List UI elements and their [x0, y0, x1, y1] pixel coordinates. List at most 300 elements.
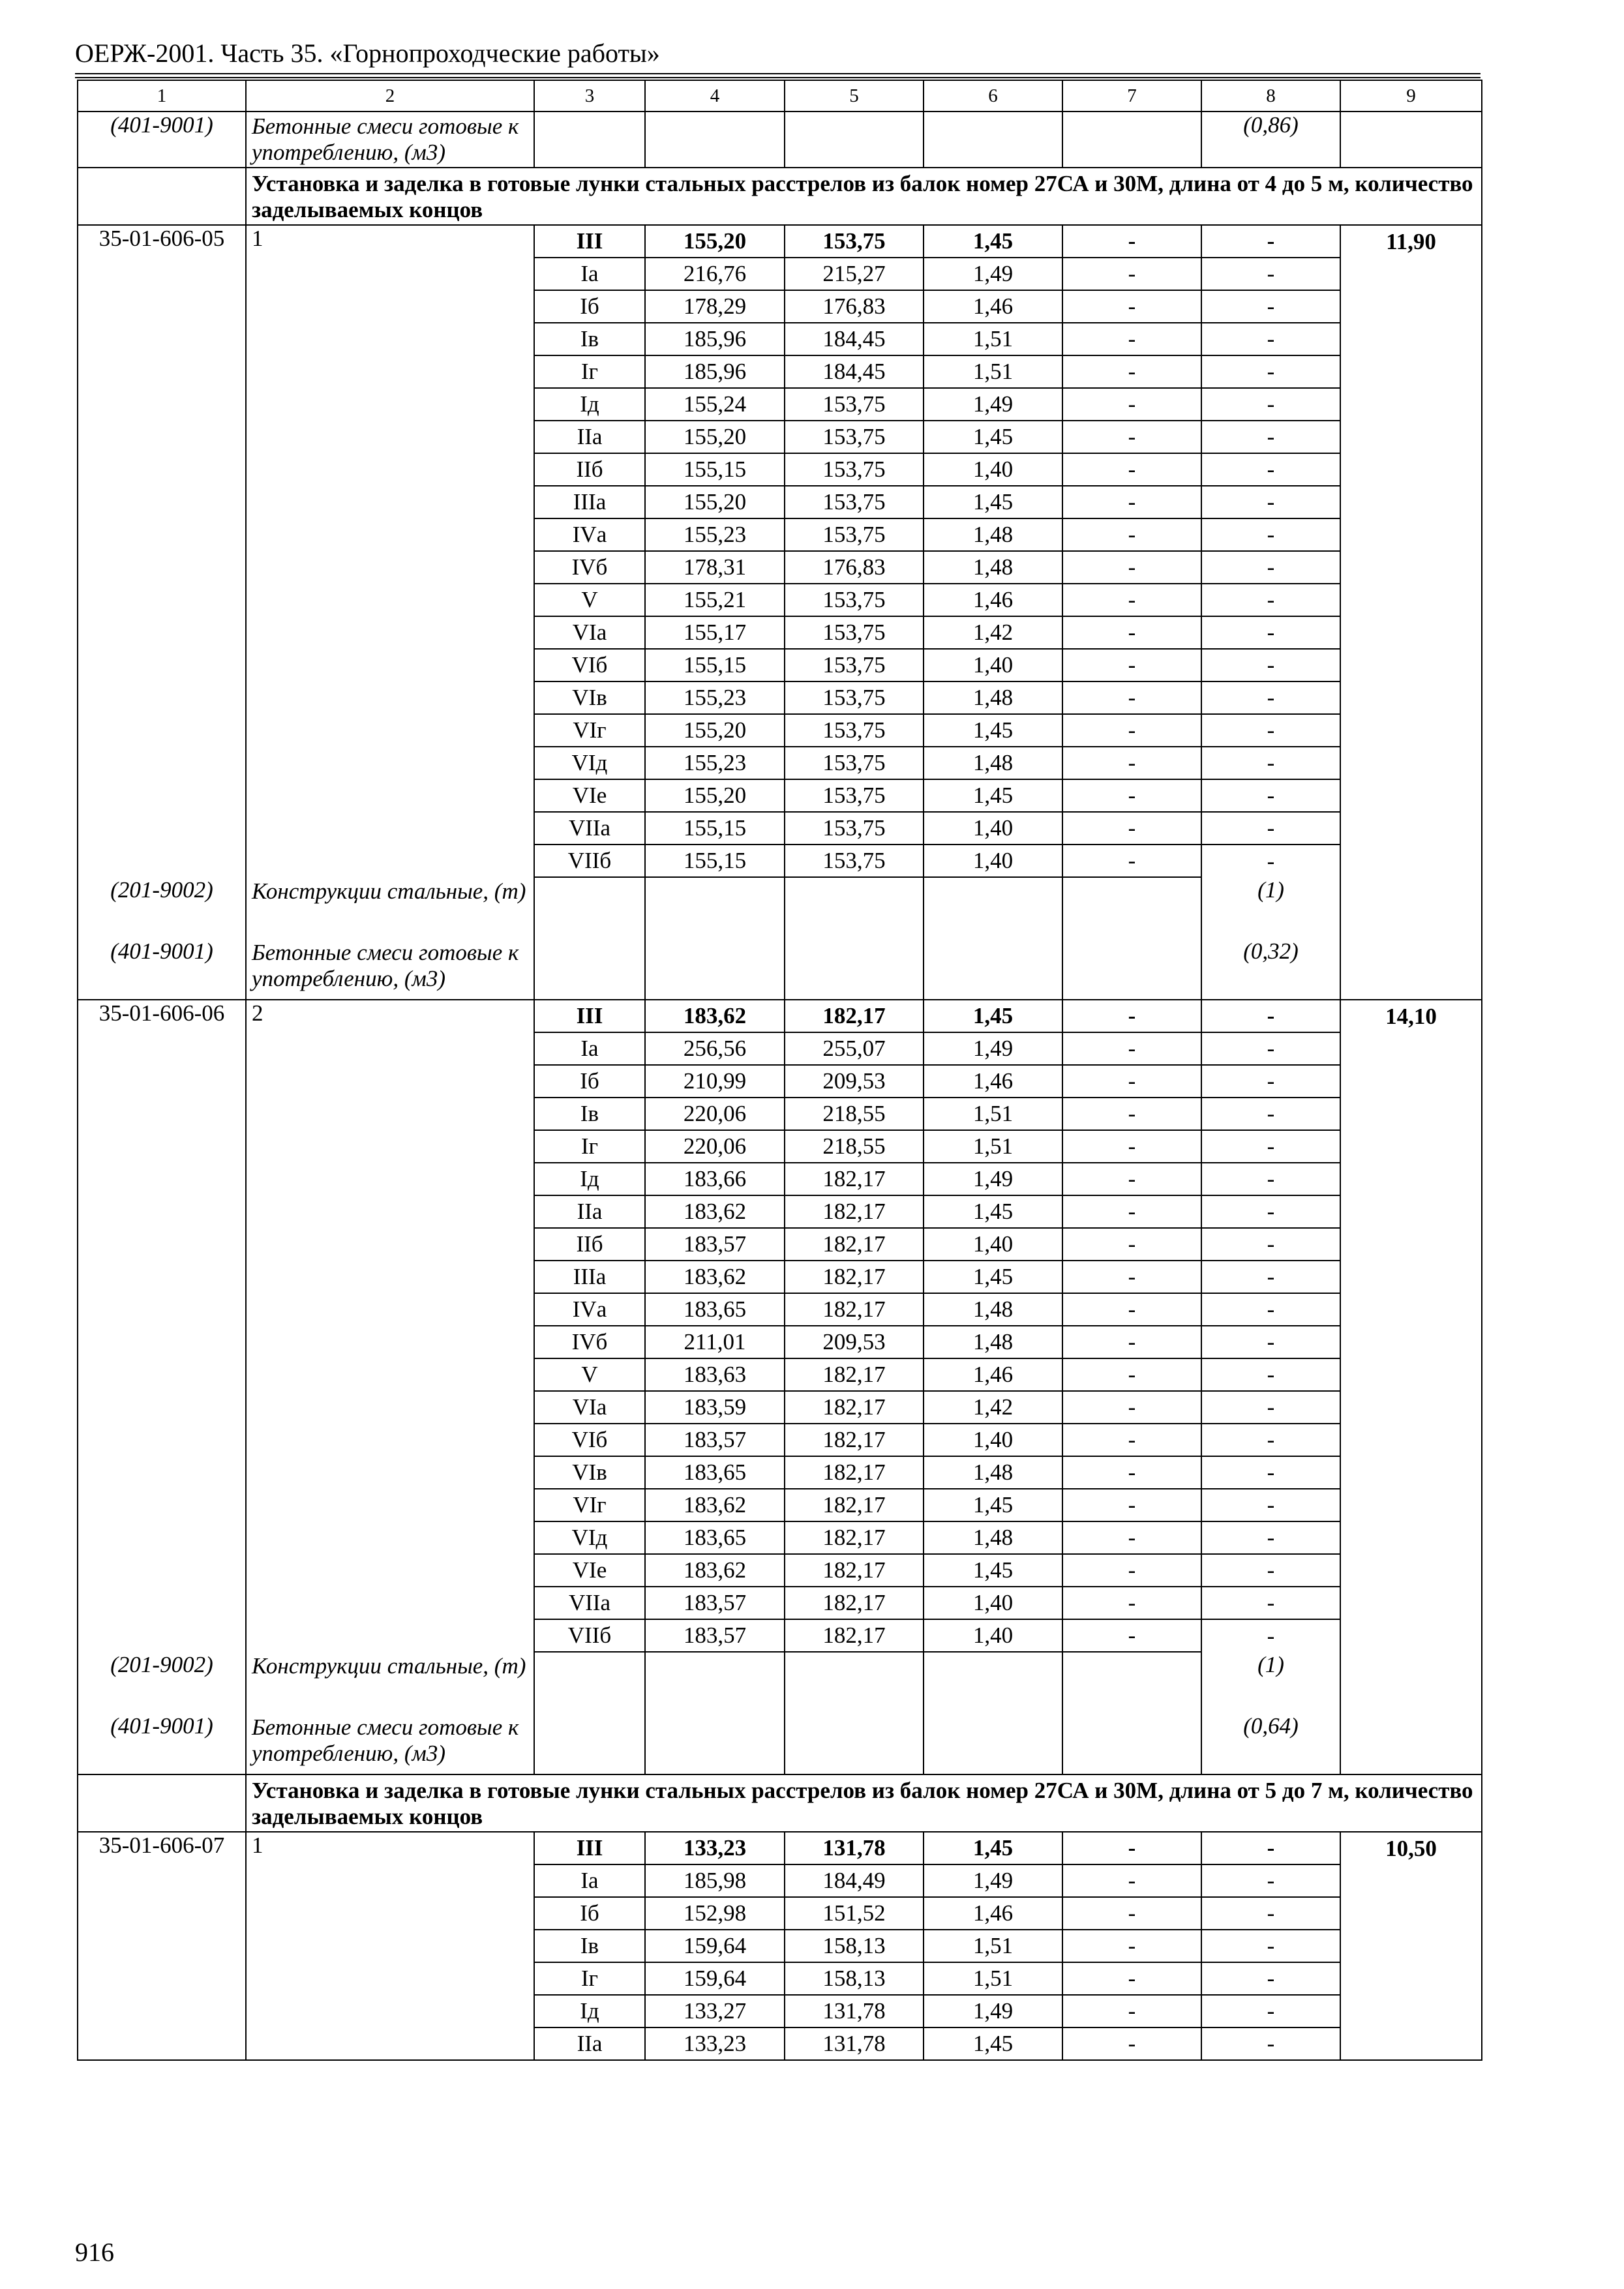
empty-cell	[246, 1489, 534, 1521]
empty-cell	[1340, 1293, 1482, 1326]
cell-col-8: -	[1201, 388, 1340, 421]
cell-col-4: 256,56	[645, 1032, 785, 1065]
cell-col-3: Iв	[534, 1930, 645, 1962]
table-row	[78, 1000, 1482, 1032]
empty-cell	[78, 323, 246, 355]
empty-cell	[645, 877, 785, 938]
cell-col-7: -	[1062, 258, 1201, 290]
empty-cell	[534, 877, 645, 938]
cell-col-5: 153,75	[785, 584, 924, 616]
cell-col-3: Iб	[534, 1897, 645, 1930]
cell-col-4: 155,23	[645, 518, 785, 551]
cell-col-8: -	[1201, 421, 1340, 453]
resource-row	[78, 877, 1482, 938]
cell-col-6: 1,49	[924, 1995, 1062, 2027]
empty-cell	[1340, 1962, 1482, 1995]
cell-col-5: 182,17	[785, 1391, 924, 1424]
empty-cell	[246, 355, 534, 388]
cell-col-5: 182,17	[785, 1293, 924, 1326]
cell-col-7: -	[1062, 1619, 1201, 1652]
empty-cell	[1340, 355, 1482, 388]
cell-col-8: -	[1201, 649, 1340, 681]
cell-col-4: 155,20	[645, 779, 785, 812]
resource-name: Конструкции стальные, (т)	[246, 877, 534, 938]
cell-col-7: -	[1062, 1098, 1201, 1130]
cell-col-5: 255,07	[785, 1032, 924, 1065]
section-caption-row	[78, 168, 1482, 225]
cell-col-5: 151,52	[785, 1897, 924, 1930]
cell-col-6: 1,51	[924, 323, 1062, 355]
cell-col-7: -	[1062, 1326, 1201, 1358]
cell-col-4: 155,15	[645, 453, 785, 486]
cell-col-3: IIа	[534, 421, 645, 453]
empty-cell	[785, 112, 924, 168]
empty-cell	[246, 1864, 534, 1897]
cell-col-8: -	[1201, 1358, 1340, 1391]
cell-col-5: 153,75	[785, 779, 924, 812]
empty-cell	[1340, 1713, 1482, 1774]
table-row	[78, 1358, 1482, 1391]
cell-col-4: 155,24	[645, 388, 785, 421]
cell-col-4: 155,20	[645, 714, 785, 747]
cell-col-4: 211,01	[645, 1326, 785, 1358]
cell-col-6: 1,51	[924, 1098, 1062, 1130]
empty-cell	[78, 1456, 246, 1489]
cell-col-5: 182,17	[785, 1195, 924, 1228]
cell-col-4: 159,64	[645, 1962, 785, 1995]
cell-col-4: 155,20	[645, 421, 785, 453]
table-row	[78, 714, 1482, 747]
cell-col-6: 1,49	[924, 1163, 1062, 1195]
cell-col-7: -	[1062, 421, 1201, 453]
empty-cell	[1340, 877, 1482, 938]
cell-col-5: 153,75	[785, 421, 924, 453]
cell-col-5: 153,75	[785, 225, 924, 258]
empty-cell	[78, 1065, 246, 1098]
cell-col-6: 1,45	[924, 1000, 1062, 1032]
cell-col-3: VIг	[534, 714, 645, 747]
empty-cell	[246, 1391, 534, 1424]
cell-col-3: VIа	[534, 616, 645, 649]
cell-col-7: -	[1062, 812, 1201, 845]
empty-cell	[1340, 1130, 1482, 1163]
empty-cell	[1340, 584, 1482, 616]
cell-col-6: 1,45	[924, 1195, 1062, 1228]
resource-row	[78, 938, 1482, 1000]
cell-col-6: 1,51	[924, 1962, 1062, 1995]
empty-cell	[1340, 486, 1482, 518]
empty-cell	[246, 1897, 534, 1930]
empty-cell	[78, 1228, 246, 1261]
table-row	[78, 1130, 1482, 1163]
item-code: 35-01-606-07	[78, 1832, 246, 1864]
cell-col-3: IIб	[534, 1228, 645, 1261]
cell-col-7: -	[1062, 649, 1201, 681]
cell-col-5: 218,55	[785, 1130, 924, 1163]
table-row	[78, 1228, 1482, 1261]
cell-col-6: 1,48	[924, 1456, 1062, 1489]
empty-cell	[78, 1962, 246, 1995]
resource-name: Бетонные смеси готовые к употреблению, (м3)	[246, 938, 534, 1000]
cell-col-8: -	[1201, 518, 1340, 551]
empty-cell	[1062, 938, 1201, 1000]
empty-cell	[78, 812, 246, 845]
cell-col-5: 131,78	[785, 2027, 924, 2060]
empty-cell	[1340, 1995, 1482, 2027]
cell-col-6: 1,45	[924, 421, 1062, 453]
cell-col-5: 182,17	[785, 1554, 924, 1587]
empty-cell	[246, 747, 534, 779]
cell-col-8: -	[1201, 1195, 1340, 1228]
cell-col-3: Iг	[534, 1130, 645, 1163]
section-caption: Установка и заделка в готовые лунки стальных расстрелов из балок номер 27СА и 30М, длина от 4 до 5 м, количество заделываемых концов	[246, 168, 1482, 225]
cell-col-7: -	[1062, 747, 1201, 779]
table-row	[78, 1032, 1482, 1065]
cell-col-5: 182,17	[785, 1619, 924, 1652]
cell-col-6: 1,48	[924, 1326, 1062, 1358]
empty-cell	[78, 388, 246, 421]
table-row	[78, 486, 1482, 518]
cell-col-6: 1,49	[924, 1032, 1062, 1065]
table-row	[78, 1832, 1482, 1864]
cell-col-4: 185,96	[645, 323, 785, 355]
cell-col-3: Iг	[534, 355, 645, 388]
cell-col-8: -	[1201, 584, 1340, 616]
cell-col-4: 183,65	[645, 1293, 785, 1326]
cell-col-8: -	[1201, 681, 1340, 714]
cell-col-6: 1,48	[924, 551, 1062, 584]
item-name: 2	[246, 1000, 534, 1032]
column-header: 6	[924, 80, 1062, 112]
empty-cell	[1340, 747, 1482, 779]
cell-col-7: -	[1062, 1897, 1201, 1930]
cell-col-6: 1,48	[924, 681, 1062, 714]
cell-col-4: 155,23	[645, 681, 785, 714]
table-row	[78, 1995, 1482, 2027]
cell-col-4: 185,98	[645, 1864, 785, 1897]
cell-col-3: VIа	[534, 1391, 645, 1424]
table-row	[78, 1195, 1482, 1228]
item-code: 35-01-606-05	[78, 225, 246, 258]
empty-cell	[1340, 112, 1482, 168]
empty-cell	[924, 877, 1062, 938]
cell-col-6: 1,45	[924, 225, 1062, 258]
cell-col-8: -	[1201, 1864, 1340, 1897]
table-row	[78, 1163, 1482, 1195]
empty-cell	[1340, 812, 1482, 845]
resource-quantity: (1)	[1201, 877, 1340, 938]
cell-col-8: -	[1201, 1163, 1340, 1195]
cell-col-8: -	[1201, 551, 1340, 584]
table-row	[78, 1587, 1482, 1619]
empty-cell	[246, 1358, 534, 1391]
cell-col-4: 183,65	[645, 1521, 785, 1554]
cell-col-3: VIIб	[534, 845, 645, 877]
empty-cell	[1340, 681, 1482, 714]
cell-col-3: IVа	[534, 1293, 645, 1326]
cell-col-8: -	[1201, 1587, 1340, 1619]
empty-cell	[78, 649, 246, 681]
table-row	[78, 1326, 1482, 1358]
cell-col-3: Iд	[534, 1163, 645, 1195]
empty-cell	[246, 616, 534, 649]
cell-col-6: 1,45	[924, 1832, 1062, 1864]
empty-cell	[1340, 1587, 1482, 1619]
cell-col-8: -	[1201, 355, 1340, 388]
cell-col-7: -	[1062, 518, 1201, 551]
cell-col-3: IIа	[534, 1195, 645, 1228]
cell-col-4: 183,66	[645, 1163, 785, 1195]
cell-col-6: 1,48	[924, 518, 1062, 551]
empty-cell	[246, 1098, 534, 1130]
table-row	[78, 1098, 1482, 1130]
cell-col-8: -	[1201, 1000, 1340, 1032]
cell-col-4: 155,15	[645, 845, 785, 877]
section-caption-row	[78, 1774, 1482, 1832]
cell-col-5: 209,53	[785, 1326, 924, 1358]
empty-cell	[246, 1587, 534, 1619]
empty-cell	[645, 938, 785, 1000]
cell-col-3: VIд	[534, 747, 645, 779]
cell-col-4: 155,20	[645, 225, 785, 258]
table-row	[78, 1619, 1482, 1652]
empty-cell	[246, 518, 534, 551]
empty-cell	[78, 845, 246, 877]
cell-col-8: -	[1201, 1619, 1340, 1652]
empty-cell	[1340, 779, 1482, 812]
cell-col-3: IIа	[534, 2027, 645, 2060]
empty-cell	[78, 1391, 246, 1424]
cell-col-4: 220,06	[645, 1098, 785, 1130]
column-header: 7	[1062, 80, 1201, 112]
empty-cell	[246, 258, 534, 290]
cell-col-3: VIб	[534, 649, 645, 681]
cell-col-8: -	[1201, 747, 1340, 779]
cell-col-8: -	[1201, 1489, 1340, 1521]
empty-cell	[246, 1195, 534, 1228]
empty-cell	[1340, 938, 1482, 1000]
header-rule	[75, 73, 1481, 74]
column-header: 1	[78, 80, 246, 112]
resource-code: (401-9001)	[78, 1713, 246, 1774]
cell-col-5: 182,17	[785, 1000, 924, 1032]
empty-cell	[1340, 551, 1482, 584]
empty-cell	[246, 1228, 534, 1261]
empty-cell	[78, 168, 246, 225]
empty-cell	[1340, 453, 1482, 486]
cell-col-3: Iв	[534, 1098, 645, 1130]
column-header: 4	[645, 80, 785, 112]
cell-col-6: 1,45	[924, 1489, 1062, 1521]
empty-cell	[246, 681, 534, 714]
resource-quantity: (1)	[1201, 1652, 1340, 1713]
cell-col-8: -	[1201, 1228, 1340, 1261]
empty-cell	[1340, 1065, 1482, 1098]
cell-col-4: 178,29	[645, 290, 785, 323]
resource-code: (401-9001)	[78, 112, 246, 168]
empty-cell	[78, 290, 246, 323]
cell-col-7: -	[1062, 1130, 1201, 1163]
empty-cell	[1340, 714, 1482, 747]
cell-col-4: 155,15	[645, 812, 785, 845]
empty-cell	[1062, 112, 1201, 168]
cell-col-3: Iв	[534, 323, 645, 355]
table-row	[78, 1521, 1482, 1554]
table-row	[78, 2027, 1482, 2060]
empty-cell	[1340, 388, 1482, 421]
cell-col-6: 1,49	[924, 258, 1062, 290]
cell-col-4: 133,27	[645, 1995, 785, 2027]
cell-col-4: 183,62	[645, 1489, 785, 1521]
empty-cell	[534, 1652, 645, 1713]
cell-col-6: 1,49	[924, 1864, 1062, 1897]
item-name: 1	[246, 225, 534, 258]
empty-cell	[534, 1713, 645, 1774]
item-code: 35-01-606-06	[78, 1000, 246, 1032]
cell-col-8: -	[1201, 1293, 1340, 1326]
cell-col-6: 1,40	[924, 649, 1062, 681]
empty-cell	[246, 649, 534, 681]
cell-col-6: 1,48	[924, 1521, 1062, 1554]
cell-col-7: -	[1062, 584, 1201, 616]
empty-cell	[78, 1995, 246, 2027]
cell-col-5: 182,17	[785, 1456, 924, 1489]
cell-col-5: 153,75	[785, 616, 924, 649]
cell-col-8: -	[1201, 1032, 1340, 1065]
empty-cell	[785, 1652, 924, 1713]
empty-cell	[1340, 649, 1482, 681]
empty-cell	[78, 1293, 246, 1326]
cell-col-6: 1,51	[924, 355, 1062, 388]
resource-code: (201-9002)	[78, 1652, 246, 1713]
cell-col-3: VIIб	[534, 1619, 645, 1652]
cell-col-6: 1,42	[924, 1391, 1062, 1424]
table-row	[78, 1930, 1482, 1962]
cell-col-3: VIг	[534, 1489, 645, 1521]
cell-col-6: 1,42	[924, 616, 1062, 649]
cell-col-7: -	[1062, 1930, 1201, 1962]
cell-col-4: 133,23	[645, 1832, 785, 1864]
cell-col-4: 183,59	[645, 1391, 785, 1424]
cell-col-8: -	[1201, 845, 1340, 877]
cell-col-6: 1,48	[924, 747, 1062, 779]
table-row	[78, 779, 1482, 812]
empty-cell	[1340, 421, 1482, 453]
cell-col-7: -	[1062, 779, 1201, 812]
cell-col-8: -	[1201, 812, 1340, 845]
table-row	[78, 1261, 1482, 1293]
resource-row	[78, 1652, 1482, 1713]
cell-col-6: 1,40	[924, 1228, 1062, 1261]
cell-col-4: 185,96	[645, 355, 785, 388]
column-header: 3	[534, 80, 645, 112]
cell-col-4: 178,31	[645, 551, 785, 584]
cell-col-7: -	[1062, 1293, 1201, 1326]
cell-col-6: 1,49	[924, 388, 1062, 421]
table-row	[78, 551, 1482, 584]
empty-cell	[1340, 1456, 1482, 1489]
cell-col-5: 182,17	[785, 1587, 924, 1619]
empty-cell	[645, 112, 785, 168]
empty-cell	[924, 1713, 1062, 1774]
empty-cell	[78, 453, 246, 486]
cell-col-3: VIд	[534, 1521, 645, 1554]
cell-col-6: 1,40	[924, 845, 1062, 877]
empty-cell	[78, 1587, 246, 1619]
cell-col-3: VIIа	[534, 1587, 645, 1619]
cell-col-5: 182,17	[785, 1228, 924, 1261]
cell-col-3: VIе	[534, 779, 645, 812]
cell-col-5: 153,75	[785, 486, 924, 518]
cell-col-3: III	[534, 1000, 645, 1032]
table-row	[78, 812, 1482, 845]
cell-col-7: -	[1062, 1864, 1201, 1897]
cell-col-6: 1,48	[924, 1293, 1062, 1326]
cell-col-5: 158,13	[785, 1930, 924, 1962]
cell-col-5: 184,49	[785, 1864, 924, 1897]
cell-col-8: -	[1201, 323, 1340, 355]
empty-cell	[78, 1130, 246, 1163]
resource-row	[78, 112, 1482, 168]
empty-cell	[78, 681, 246, 714]
empty-cell	[246, 1326, 534, 1358]
empty-cell	[246, 1293, 534, 1326]
cell-col-6: 1,46	[924, 1065, 1062, 1098]
cell-col-7: -	[1062, 1261, 1201, 1293]
empty-cell	[785, 938, 924, 1000]
empty-cell	[1340, 1228, 1482, 1261]
cell-col-8: -	[1201, 486, 1340, 518]
table-row	[78, 1489, 1482, 1521]
cell-col-5: 153,75	[785, 388, 924, 421]
cell-col-8: -	[1201, 1065, 1340, 1098]
cell-col-3: VIб	[534, 1424, 645, 1456]
cell-col-8: -	[1201, 1832, 1340, 1864]
column-header: 9	[1340, 80, 1482, 112]
cell-col-8: -	[1201, 258, 1340, 290]
cell-col-6: 1,51	[924, 1130, 1062, 1163]
empty-cell	[1340, 1864, 1482, 1897]
cell-col-5: 153,75	[785, 518, 924, 551]
cell-col-8: -	[1201, 1554, 1340, 1587]
empty-cell	[246, 2027, 534, 2060]
table-row	[78, 1864, 1482, 1897]
item-price: 10,50	[1340, 1832, 1482, 1864]
cell-col-5: 182,17	[785, 1489, 924, 1521]
cell-col-7: -	[1062, 551, 1201, 584]
cell-col-6: 1,46	[924, 290, 1062, 323]
cell-col-5: 153,75	[785, 812, 924, 845]
cell-col-3: Iг	[534, 1962, 645, 1995]
empty-cell	[78, 1032, 246, 1065]
empty-cell	[246, 1424, 534, 1456]
empty-cell	[1340, 1326, 1482, 1358]
table-row	[78, 1293, 1482, 1326]
cell-col-7: -	[1062, 845, 1201, 877]
cell-col-8: -	[1201, 1995, 1340, 2027]
cell-col-7: -	[1062, 1995, 1201, 2027]
cell-col-3: IIIа	[534, 1261, 645, 1293]
table-row	[78, 1962, 1482, 1995]
cell-col-4: 183,62	[645, 1195, 785, 1228]
empty-cell	[78, 1774, 246, 1832]
empty-cell	[78, 486, 246, 518]
empty-cell	[246, 1456, 534, 1489]
cell-col-6: 1,40	[924, 1619, 1062, 1652]
empty-cell	[1340, 1261, 1482, 1293]
cell-col-7: -	[1062, 290, 1201, 323]
empty-cell	[534, 938, 645, 1000]
